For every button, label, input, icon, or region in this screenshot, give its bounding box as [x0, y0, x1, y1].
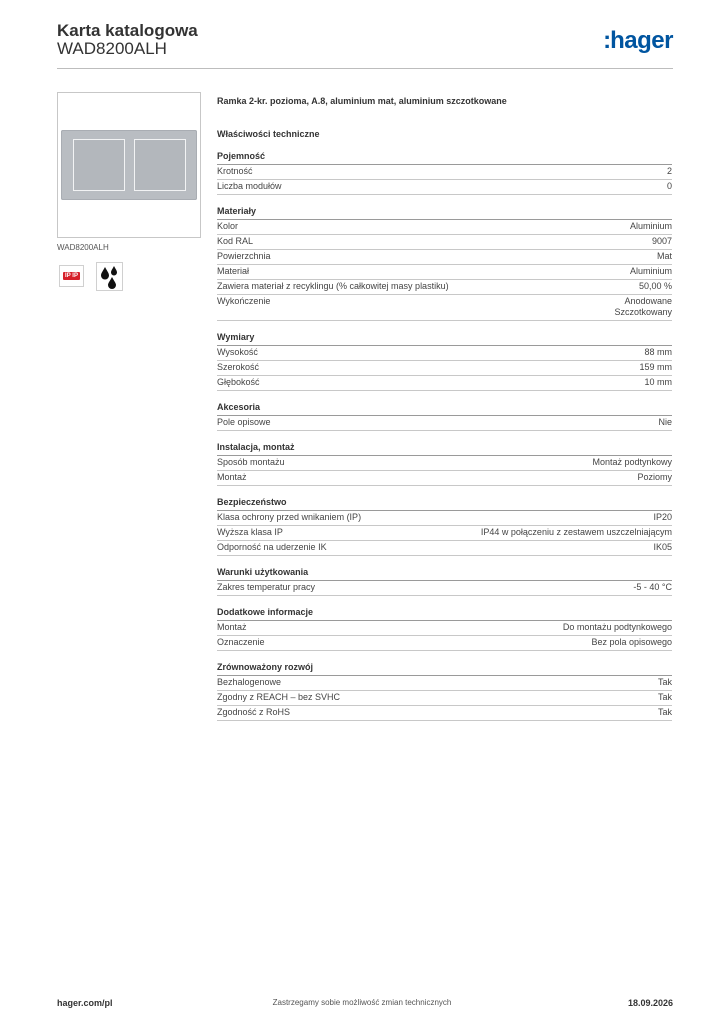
spec-value: IP20: [653, 512, 672, 522]
water-drops-icon: [96, 262, 123, 291]
spec-label: Pole opisowe: [217, 417, 271, 427]
spec-row: [217, 526, 672, 541]
footer-website: hager.com/pl: [57, 998, 113, 1008]
spec-value: IK05: [653, 542, 672, 552]
ip-rating-icon: [59, 265, 84, 287]
spec-section-title: Akcesoria: [217, 402, 672, 416]
spec-row: [217, 265, 672, 280]
spec-row: [217, 295, 672, 321]
spec-value: Aluminium: [629, 266, 672, 276]
spec-value: Tak: [657, 707, 672, 717]
spec-row: [217, 280, 672, 295]
spec-label: Montaż: [217, 622, 247, 632]
spec-value: Mat: [656, 251, 672, 261]
spec-value: Aluminium: [629, 221, 672, 231]
spec-section: [217, 151, 672, 195]
spec-section: [217, 206, 672, 321]
spec-row: [217, 621, 672, 636]
spec-value: Bez pola opisowego: [591, 637, 672, 647]
spec-section-title: Zrównoważony rozwój: [217, 662, 672, 676]
spec-section-title: Materiały: [217, 206, 672, 220]
spec-label: Powierzchnia: [217, 251, 271, 261]
spec-row: [217, 361, 672, 376]
spec-label: Bezhalogenowe: [217, 677, 282, 687]
spec-label: Kolor: [217, 221, 239, 231]
spec-label: Zakres temperatur pracy: [217, 582, 316, 592]
document-title: Karta katalogowa: [57, 21, 198, 40]
spec-section: [217, 332, 672, 391]
spec-label: Kod RAL: [217, 236, 254, 246]
spec-row: [217, 220, 672, 235]
spec-value: Tak: [657, 692, 672, 702]
ip-rating-tag: IP IP: [65, 273, 78, 279]
spec-label: Zgodność z RoHS: [217, 707, 291, 717]
spec-label: Klasa ochrony przed wnikaniem (IP): [217, 512, 362, 522]
spec-row: [217, 250, 672, 265]
spec-label: Głębokość: [217, 377, 260, 387]
spec-label: Materiał: [217, 266, 250, 276]
product-description: Ramka 2-kr. pozioma, A.8, aluminium mat, aluminium szczotkowane: [217, 96, 507, 106]
spec-row: [217, 456, 672, 471]
spec-value: 88 mm: [644, 347, 672, 357]
frame-opening-left: [73, 139, 125, 191]
spec-value: Poziomy: [637, 472, 672, 482]
spec-value: Tak: [657, 677, 672, 687]
spec-value: -5 - 40 °C: [633, 582, 672, 592]
spec-label: Zawiera materiał z recyklingu (% całkowitej masy plastiku): [217, 281, 449, 291]
spec-label: Szerokość: [217, 362, 260, 372]
spec-value: 50,00 %: [638, 281, 672, 291]
image-caption: WAD8200ALH: [57, 243, 109, 252]
spec-row: [217, 676, 672, 691]
spec-value: 2: [666, 166, 672, 176]
spec-sections: [217, 151, 672, 721]
spec-section: [217, 402, 672, 431]
spec-row: [217, 416, 672, 431]
spec-label: Zgodny z REACH – bez SVHC: [217, 692, 341, 702]
spec-section: [217, 607, 672, 651]
spec-label: Sposób montażu: [217, 457, 285, 467]
frame-illustration: [61, 130, 197, 200]
spec-section-title: Bezpieczeństwo: [217, 497, 672, 511]
spec-row: [217, 706, 672, 721]
product-image: [57, 92, 201, 238]
spec-value: IP44 w połączeniu z zestawem uszczelniającym: [480, 527, 672, 537]
spec-row: [217, 691, 672, 706]
spec-row: [217, 346, 672, 361]
spec-section-title: Instalacja, montaż: [217, 442, 672, 456]
spec-section: [217, 442, 672, 486]
spec-label: Montaż: [217, 472, 247, 482]
spec-value: Do montażu podtynkowego: [562, 622, 672, 632]
spec-row: [217, 636, 672, 651]
spec-section: [217, 567, 672, 596]
spec-section-title: Wymiary: [217, 332, 672, 346]
spec-value: 10 mm: [644, 377, 672, 387]
spec-section-title: Pojemność: [217, 151, 672, 165]
product-details: [217, 95, 672, 721]
spec-row: [217, 180, 672, 195]
spec-section: [217, 497, 672, 556]
spec-row: [217, 235, 672, 250]
spec-row: [217, 581, 672, 596]
spec-label: Oznaczenie: [217, 637, 265, 647]
footer-date: 18.09.2026: [627, 998, 673, 1008]
spec-row: [217, 511, 672, 526]
spec-label: Wykończenie: [217, 296, 271, 306]
spec-section: [217, 662, 672, 721]
spec-label: Liczba modułów: [217, 181, 282, 191]
spec-label: Wyższa klasa IP: [217, 527, 283, 537]
spec-label: Wysokość: [217, 347, 258, 357]
logo-text: hager: [610, 27, 673, 54]
spec-row: [217, 376, 672, 391]
spec-value: Nie: [658, 417, 672, 427]
header-divider: [57, 68, 673, 69]
spec-value: Anodowane Szczotkowany: [614, 296, 672, 317]
spec-section-title: Warunki użytkowania: [217, 567, 672, 581]
technical-properties-heading: Właściwości techniczne: [217, 129, 320, 139]
spec-row: [217, 471, 672, 486]
spec-label: Krotność: [217, 166, 253, 176]
frame-opening-right: [134, 139, 186, 191]
spec-section-title: Dodatkowe informacje: [217, 607, 672, 621]
spec-value: 9007: [651, 236, 672, 246]
product-code: WAD8200ALH: [57, 39, 167, 58]
spec-value: 0: [666, 181, 672, 191]
spec-row: [217, 165, 672, 180]
hager-logo: :hager: [603, 27, 673, 54]
spec-row: [217, 541, 672, 556]
footer-disclaimer: Zastrzegamy sobie możliwość zmian technicznych: [272, 998, 452, 1007]
spec-label: Odporność na uderzenie IK: [217, 542, 327, 552]
spec-value: Montaż podtynkowy: [592, 457, 672, 467]
spec-value: 159 mm: [639, 362, 672, 372]
